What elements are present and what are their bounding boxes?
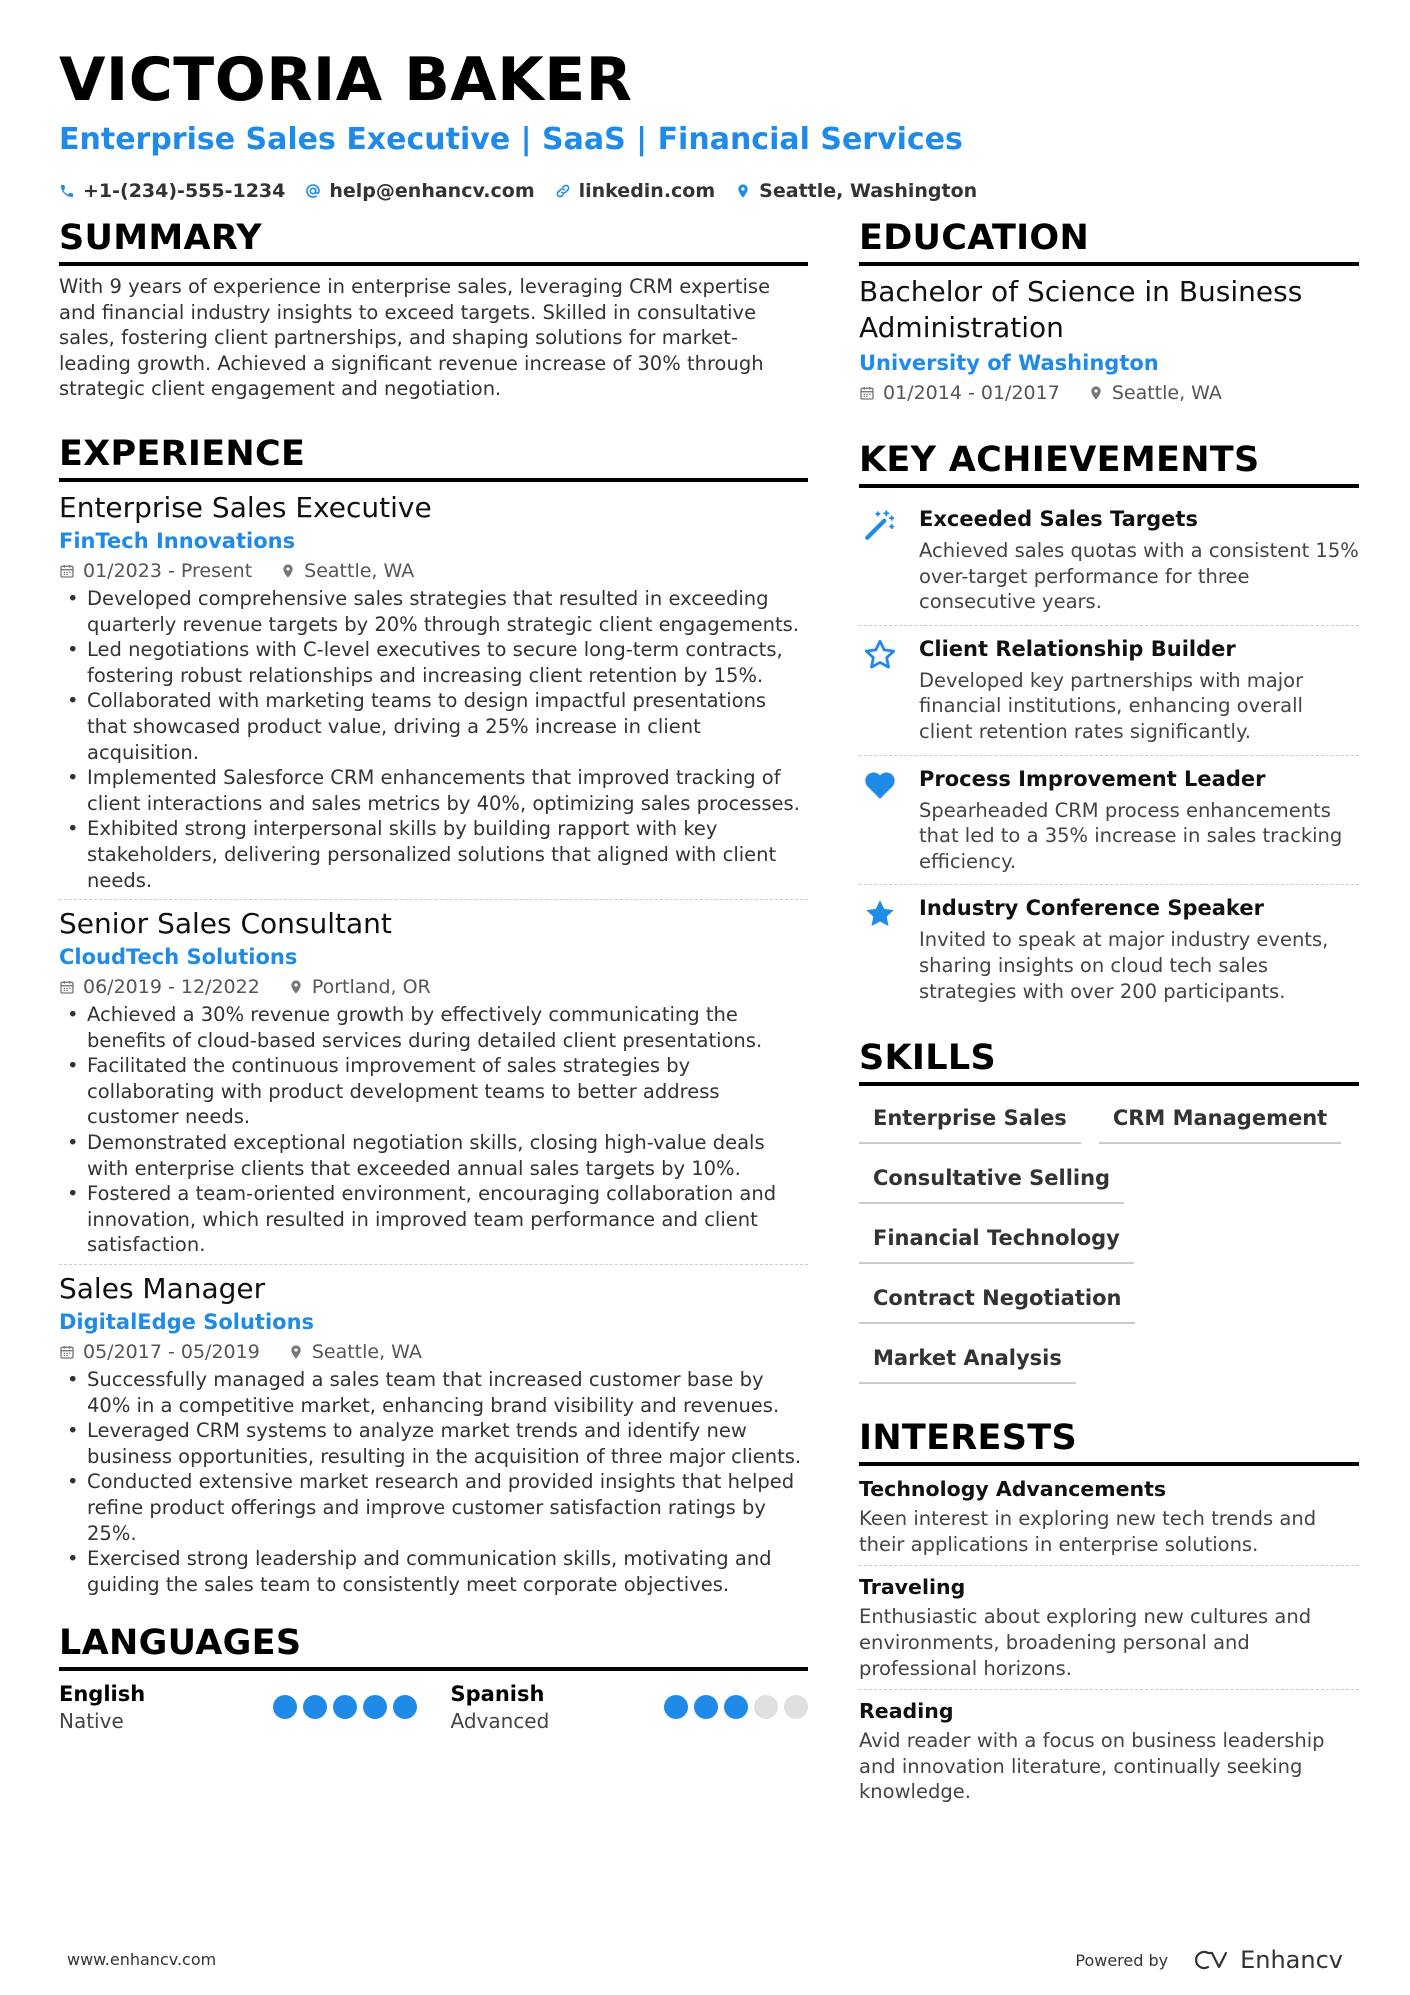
job-location	[280, 556, 414, 586]
calendar-icon	[859, 385, 875, 401]
job-dates	[59, 972, 260, 1002]
job-meta	[59, 1337, 808, 1367]
interest-item	[859, 1474, 1359, 1566]
achievement-item	[859, 626, 1359, 756]
language-level: Native	[59, 1709, 124, 1734]
star-outline-icon	[863, 638, 897, 672]
language-name: Spanish	[450, 1682, 545, 1707]
location-text: Seattle, Washington	[759, 180, 978, 202]
location-icon	[735, 183, 751, 199]
skill-tag: Financial Technology	[859, 1214, 1134, 1264]
job-bullet: • Facilitated the continuous improvement of sales strategies by collaborating with product development teams to better address customer needs.	[59, 1053, 808, 1130]
edu-location	[1088, 378, 1222, 408]
interest-title: Technology Advancements	[859, 1477, 1167, 1502]
rating-dot-empty	[754, 1695, 778, 1719]
achievement-title: Client Relationship Builder	[919, 636, 1236, 661]
language-level: Advanced	[450, 1709, 550, 1734]
achievement-desc: Achieved sales quotas with a consistent 15% over-target performance for three consecutive years.	[919, 539, 1359, 614]
location-icon	[288, 1344, 304, 1360]
edu-degree: Bachelor of Science in Business Administration	[859, 275, 1303, 344]
rating-dot-filled	[393, 1695, 417, 1719]
footer-website[interactable]: www.enhancv.com	[67, 1950, 217, 1969]
magic-wand-icon	[863, 508, 897, 542]
edu-location-text: Seattle, WA	[1111, 382, 1222, 404]
achievement-item	[859, 885, 1359, 1014]
rating-dot-filled	[303, 1695, 327, 1719]
language-item	[451, 1681, 809, 1735]
job-bullet: • Led negotiations with C-level executives to secure long-term contracts, fostering robust relationships and increasing client retention by 15%.	[59, 637, 808, 688]
contact-bar	[59, 180, 1359, 202]
job-dates-text: 05/2017 - 05/2019	[83, 1341, 260, 1364]
job-location-text: Seattle, WA	[304, 559, 415, 582]
job-entry	[59, 490, 808, 900]
job-bullet: • Demonstrated exceptional negotiation skills, closing high-value deals with enterprise clients that exceeded annual sales targets by 10%.	[59, 1130, 808, 1181]
job-title: Enterprise Sales Executive	[59, 490, 432, 524]
location-icon	[1088, 385, 1104, 401]
skill-tag: Market Analysis	[859, 1334, 1076, 1384]
contact-linkedin[interactable]	[555, 180, 716, 202]
job-bullet: • Fostered a team-oriented environment, encouraging collaboration and innovation, which resulted in improved team performance and client satisfaction.	[59, 1181, 808, 1258]
experience-heading: EXPERIENCE	[59, 432, 808, 482]
achievement-item	[859, 496, 1359, 626]
rating-dot-filled	[363, 1695, 387, 1719]
job-company: CloudTech Solutions	[59, 945, 298, 970]
job-dates-text: 01/2023 - Present	[83, 559, 253, 582]
skills-heading: SKILLS	[859, 1036, 1359, 1086]
rating-dot-filled	[664, 1695, 688, 1719]
achievement-desc: Spearheaded CRM process enhancements that led to a 35% increase in sales tracking efficiency.	[919, 798, 1343, 873]
job-bullets	[59, 586, 808, 893]
interest-item	[859, 1572, 1359, 1690]
job-entry	[59, 906, 808, 1265]
left-column	[59, 216, 808, 1735]
edu-dates-text: 01/2014 - 01/2017	[883, 382, 1060, 404]
job-bullets	[59, 1002, 808, 1258]
enhancv-logo-icon	[1188, 1947, 1232, 1973]
rating-dot-filled	[724, 1695, 748, 1719]
page-footer	[0, 1940, 1410, 1980]
job-meta	[59, 972, 808, 1002]
rating-dot-filled	[273, 1695, 297, 1719]
location-icon	[280, 563, 296, 579]
resume-header	[59, 40, 1359, 202]
job-bullet: • Implemented Salesforce CRM enhancements that improved tracking of client interactions and sales metrics by 40%, optimizing sales processes.	[59, 765, 808, 816]
interest-title: Traveling	[859, 1575, 966, 1600]
job-bullet: • Leveraged CRM systems to analyze market trends and identify new business opportunities, resulting in the acquisition of three major clients.	[59, 1418, 808, 1469]
brand-logo[interactable]	[1188, 1946, 1343, 1974]
candidate-name: VICTORIA BAKER	[59, 45, 633, 115]
achievement-title: Exceeded Sales Targets	[919, 507, 1198, 531]
star-icon	[863, 897, 897, 931]
rating-dot-filled	[333, 1695, 357, 1719]
job-dates	[59, 1337, 260, 1367]
languages-list	[59, 1681, 808, 1735]
footer-branding	[1075, 1946, 1343, 1974]
at-icon	[305, 183, 321, 199]
rating-dot-filled	[694, 1695, 718, 1719]
powered-by-text: Powered by	[1075, 1950, 1169, 1970]
rating-dot-empty	[784, 1695, 808, 1719]
phone-text: +1-(234)-555-1234	[83, 180, 286, 202]
skill-tag: Enterprise Sales	[859, 1094, 1081, 1144]
job-bullet: • Successfully managed a sales team that increased customer base by 40% in a competitive market, enhancing brand visibility and revenues.	[59, 1367, 808, 1418]
language-name: English	[59, 1682, 146, 1707]
languages-heading: LANGUAGES	[59, 1621, 808, 1671]
achievement-title: Process Improvement Leader	[919, 766, 1266, 791]
location-icon	[288, 979, 304, 995]
summary-text: With 9 years of experience in enterprise sales, leveraging CRM expertise and financial industry insights to exceed targets. Skilled in consultative sales, fostering client partnerships, and shaping solutions for market-leading growth. Achieved a significant revenue increase of 30% through strategic client engagement and negotiation.	[59, 275, 771, 401]
job-bullet: • Collaborated with marketing teams to design impactful presentations that showcased product value, driving a 25% increase in client acquisition.	[59, 688, 808, 765]
job-bullet: • Exercised strong leadership and communication skills, motivating and guiding the sales team to consistently meet corporate objectives.	[59, 1546, 808, 1597]
achievement-item	[859, 756, 1359, 886]
calendar-icon	[59, 979, 75, 995]
language-rating	[664, 1695, 808, 1719]
education-heading: EDUCATION	[859, 216, 1359, 266]
right-column	[859, 216, 1359, 1819]
job-title: Senior Sales Consultant	[59, 907, 392, 941]
achievement-desc: Developed key partnerships with major financial institutions, enhancing overall client retention rates significantly.	[919, 668, 1304, 743]
skills-list	[859, 1094, 1359, 1394]
job-meta	[59, 556, 808, 586]
achievement-desc: Invited to speak at major industry events, sharing insights on cloud tech sales strategies with over 200 participants.	[919, 928, 1329, 1003]
job-bullet: • Exhibited strong interpersonal skills by building rapport with key stakeholders, delivering personalized solutions that aligned with client needs.	[59, 816, 808, 893]
job-company: FinTech Innovations	[59, 528, 296, 553]
job-title: Sales Manager	[59, 1272, 266, 1306]
interest-desc: Avid reader with a focus on business leadership and innovation literature, continually seeking knowledge.	[859, 1729, 1325, 1804]
achievement-title: Industry Conference Speaker	[919, 896, 1264, 921]
contact-email[interactable]	[305, 180, 534, 202]
job-location	[288, 972, 431, 1002]
link-icon	[555, 183, 571, 199]
contact-location	[735, 180, 977, 202]
interest-item	[859, 1696, 1359, 1813]
brand-name: Enhancv	[1240, 1946, 1343, 1974]
contact-phone[interactable]	[59, 180, 285, 202]
edu-dates	[859, 378, 1060, 408]
job-entry	[59, 1271, 808, 1603]
interest-title: Reading	[859, 1699, 954, 1724]
interests-heading: INTERESTS	[859, 1416, 1359, 1466]
linkedin-text: linkedin.com	[578, 180, 716, 202]
calendar-icon	[59, 563, 75, 579]
heart-icon	[863, 768, 897, 802]
calendar-icon	[59, 1344, 75, 1360]
job-bullet: • Developed comprehensive sales strategies that resulted in exceeding quarterly revenue targets by 20% through strategic client engagements.	[59, 586, 808, 637]
language-item	[59, 1681, 417, 1735]
job-bullet: • Achieved a 30% revenue growth by effectively communicating the benefits of cloud-based services during detailed client presentations.	[59, 1002, 808, 1053]
job-company: DigitalEdge Solutions	[59, 1310, 315, 1335]
email-text: help@enhancv.com	[329, 180, 535, 202]
interest-desc: Enthusiastic about exploring new cultures and environments, broadening personal and professional horizons.	[859, 1605, 1312, 1680]
phone-icon	[59, 183, 75, 199]
job-location-text: Seattle, WA	[311, 1341, 422, 1364]
job-dates	[59, 556, 252, 586]
interest-desc: Keen interest in exploring new tech trends and their applications in enterprise solutions.	[859, 1507, 1317, 1556]
job-bullets	[59, 1367, 808, 1597]
candidate-title: Enterprise Sales Executive | SaaS | Financial Services	[59, 122, 963, 157]
edu-meta	[859, 378, 1359, 408]
skill-tag: Consultative Selling	[859, 1154, 1124, 1204]
achievements-heading: KEY ACHIEVEMENTS	[859, 438, 1359, 488]
job-location-text: Portland, OR	[311, 976, 431, 999]
skill-tag: CRM Management	[1099, 1094, 1341, 1144]
language-rating	[273, 1695, 417, 1719]
edu-school: University of Washington	[859, 351, 1159, 375]
skill-tag: Contract Negotiation	[859, 1274, 1135, 1324]
job-dates-text: 06/2019 - 12/2022	[83, 976, 260, 999]
job-bullet: • Conducted extensive market research and provided insights that helped refine product offerings and improve customer satisfaction ratings by 25%.	[59, 1469, 808, 1546]
summary-heading: SUMMARY	[59, 216, 808, 266]
job-location	[288, 1337, 422, 1367]
